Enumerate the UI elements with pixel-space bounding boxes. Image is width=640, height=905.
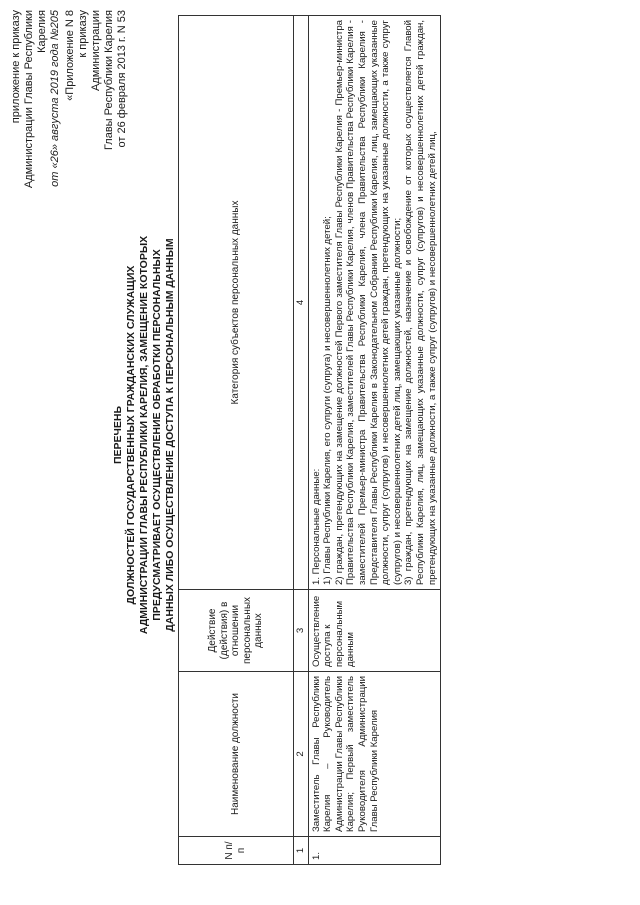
attachment-line-1: приложение к приказу bbox=[10, 10, 22, 124]
appendix-line-3: Администрации bbox=[90, 10, 102, 92]
category-cell bbox=[308, 16, 441, 590]
header-position: Наименование должности bbox=[179, 672, 294, 837]
document-title bbox=[112, 187, 177, 683]
positions-table bbox=[178, 15, 441, 865]
position-name: Заместитель Главы Республики Карелия – Руководитель Администрации Главы Республики Карелия; Первый заместитель Руководителя Администрации Главы Республики Карелия bbox=[308, 672, 441, 837]
category-paragraph-2: 2) граждан, претендующих на замещение должностей Первого заместителя Главы Республики Карелия - Премьер-министра Правительства Республики Карелия, заместителей Главы Республики Карелия, членов Правительства Республики Карелия - заместителей Премьер-министра Правительства Республики Карелия, члена Правительства Республики Карелия - Представителя Главы Республики Карелия в Законодательном Собрании Республики Карелия, лиц, замещающих указанные должности, супруг (супругов) и несовершеннолетних детей граждан, претендующих на указанные должности, а также супруг (супругов) и несовершеннолетних детей лиц, замещающих указанные должности; bbox=[333, 20, 403, 585]
category-intro: 1. Персональные данные: bbox=[310, 468, 322, 585]
row-number: 1. bbox=[308, 837, 441, 865]
table-row bbox=[308, 16, 441, 865]
title-line-5: ДАННЫХ ЛИБО ОСУЩЕСТВЛЕНИЕ ДОСТУПА К ПЕРСОНАЛЬНЫМ ДАННЫМ bbox=[164, 238, 176, 632]
header-category: Категория субъектов персональных данных bbox=[179, 16, 294, 590]
appendix-line-4: Главы Республики Карелия bbox=[103, 10, 115, 151]
column-number: 2 bbox=[294, 672, 309, 837]
column-number: 1 bbox=[294, 837, 309, 865]
attachment-line-2: Администрации Главы Республики Карелия bbox=[23, 10, 48, 189]
appendix-reference-block bbox=[64, 10, 129, 175]
column-number: 4 bbox=[294, 16, 309, 590]
title-line-1: ПЕРЕЧЕНЬ bbox=[112, 405, 124, 465]
column-number-row bbox=[294, 16, 309, 865]
order-attachment-block bbox=[10, 10, 62, 215]
appendix-line-5: от 26 февраля 2013 г. N 53 bbox=[116, 10, 128, 148]
table-header-row bbox=[179, 16, 294, 865]
appendix-line-2: к приказу bbox=[77, 10, 89, 58]
category-paragraph-1: 1) Главы Республики Карелия, его супруги (супруга) и несовершеннолетних детей; bbox=[322, 216, 334, 585]
header-action: Действие (действия) в отношении персональных данных bbox=[179, 590, 294, 672]
action-text: Осуществление доступа к персональным данным bbox=[308, 590, 441, 672]
appendix-line-1: «Приложение N 8 bbox=[64, 10, 76, 101]
attachment-line-3: от «26» августа 2019 года №205 bbox=[49, 10, 61, 187]
header-number: N п/п bbox=[179, 837, 294, 865]
column-number: 3 bbox=[294, 590, 309, 672]
title-line-4: ПРЕДУСМАТРИВАЕТ ОСУЩЕСТВЛЕНИЕ ОБРАБОТКИ ПЕРСОНАЛЬНЫХ bbox=[151, 249, 163, 621]
category-paragraph-3: 3) граждан, претендующих на замещение должностей, назначение и освобождение от которых осуществляется Главой Республики Карелия, лиц, замещающих указанные должности, супруг (супругов) и несовершеннолетних детей граждан, претендующих на указанные должности, а также супруг (супругов) и несовершеннолетних детей лиц, bbox=[403, 20, 438, 585]
title-line-3: АДМИНИСТРАЦИИ ГЛАВЫ РЕСПУБЛИКИ КАРЕЛИЯ, ЗАМЕЩЕНИЕ КОТОРЫХ bbox=[138, 235, 150, 635]
title-line-2: ДОЛЖНОСТЕЙ ГОСУДАРСТВЕННЫХ ГРАЖДАНСКИХ СЛУЖАЩИХ bbox=[125, 265, 137, 605]
